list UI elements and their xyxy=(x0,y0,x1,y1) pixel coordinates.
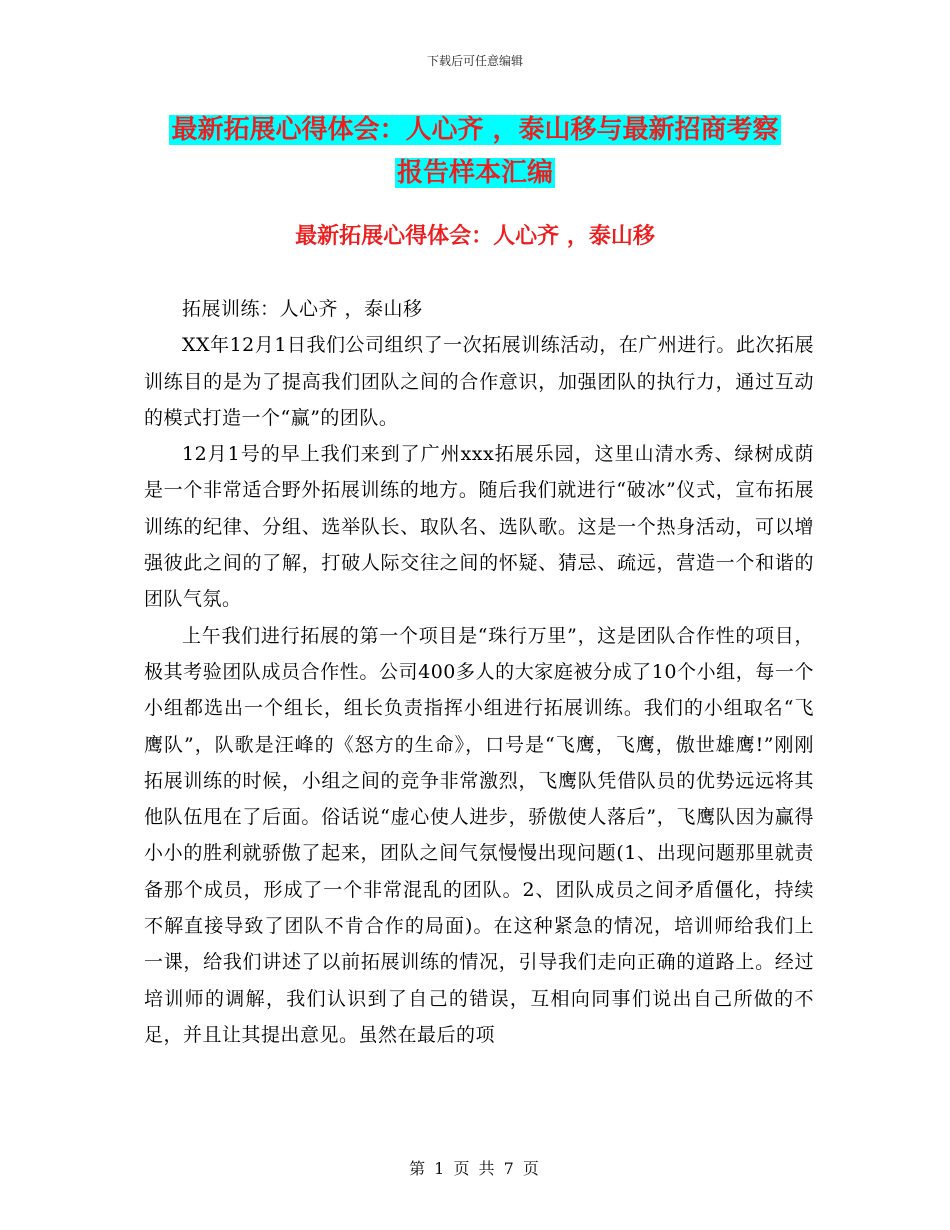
section-title: 最新拓展心得体会：人心齐 ，泰山移 xyxy=(295,224,655,249)
document-body xyxy=(144,291,814,1053)
document-title-line-2-text: 报告样本汇编 xyxy=(396,158,553,188)
paragraph-subtitle: 拓展训练：人心齐 ，泰山移 xyxy=(182,298,423,320)
document-title-line-1-text: 最新拓展心得体会：人心齐 ，泰山移与最新招商考察 xyxy=(171,115,779,145)
document-title-line-2 xyxy=(0,153,950,193)
page-number-footer: 第 1 页 共 7 页 xyxy=(409,1159,541,1178)
paragraph: XX年12月1日我们公司组织了一次拓展训练活动，在广州进行。此次拓展训练目的是为了提高我们团队之间的合作意识，加强团队的执行力，通过互动的模式打造一个“赢”的团队。 xyxy=(144,334,814,429)
page-header-note: 下载后可任意编辑 xyxy=(426,54,523,68)
document-title-line-1 xyxy=(0,110,950,150)
paragraph: 上午我们进行拓展的第一个项目是“珠行万里”，这是团队合作性的项目，极其考验团队成员合作性。公司400多人的大家庭被分成了10个小组，每一个小组都选出一个组长，组长负责指挥小组进行拓展训练。我们的小组取名“飞鹰队”，队歌是汪峰的《怒方的生命》，口号是“飞鹰，飞鹰，傲世雄鹰!”刚刚拓展训练的时候，小组之间的竞争非常激烈，飞鹰队凭借队员的优势远远将其他队伍甩在了后面。俗话说“虚心使人进步，骄傲使人落后”，飞鹰队因为赢得小小的胜利就骄傲了起来，团队之间气氛慢慢出现问题(1、出现问题那里就责备那个成员，形成了一个非常混乱的团队。2、团队成员之间矛盾僵化，持续不解直接导致了团队不肯合作的局面)。在这种紧急的情况，培训师给我们上一课，给我们讲述了以前拓展训练的情况，引导我们走向正确的道路上。经过培训师的调解，我们认识到了自己的错误，互相向同事们说出自己所做的不足，并且让其提出意见。虽然在最后的项 xyxy=(144,624,814,1046)
paragraph: 12月1号的早上我们来到了广州xxx拓展乐园，这里山清水秀、绿树成荫是一个非常适合野外拓展训练的地方。随后我们就进行“破冰”仪式，宣布拓展训练的纪律、分组、选举队长、取队名、选队歌。这是一个热身活动，可以增强彼此之间的了解，打破人际交往之间的怀疑、猜忌、疏远，营造一个和谐的团队气氛。 xyxy=(144,443,814,611)
